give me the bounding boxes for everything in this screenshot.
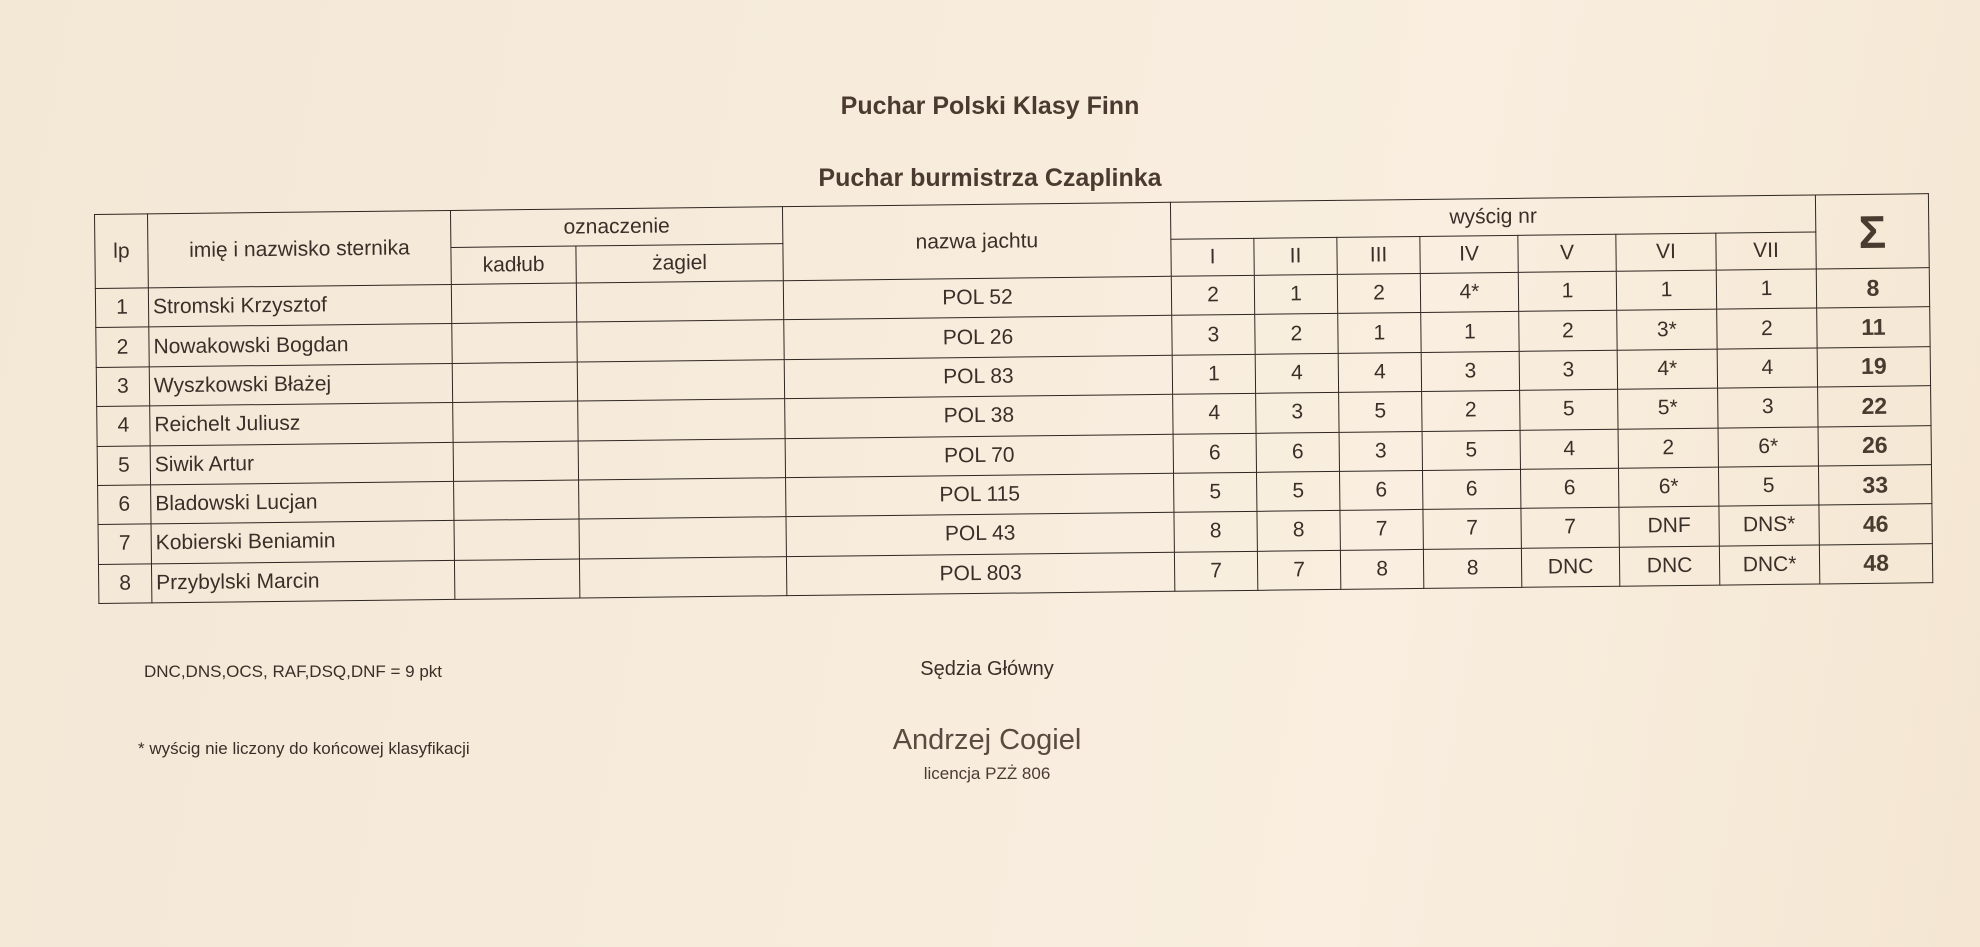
header-race-5: V xyxy=(1518,234,1616,272)
row-race-7: 2 xyxy=(1717,308,1817,349)
row-zagiel xyxy=(576,281,783,323)
row-yacht: POL 803 xyxy=(786,552,1174,596)
judge-name: Andrzej Cogiel xyxy=(892,724,1082,756)
row-race-7: 1 xyxy=(1716,269,1816,310)
header-race-1: I xyxy=(1171,238,1254,276)
header-lp: lp xyxy=(95,214,149,289)
row-race-1: 3 xyxy=(1172,315,1255,355)
row-race-3: 6 xyxy=(1339,470,1422,510)
row-zagiel xyxy=(579,556,786,598)
header-race-6: VI xyxy=(1616,233,1716,271)
row-zagiel xyxy=(578,438,785,480)
row-lp: 3 xyxy=(96,367,149,407)
row-race-7: 6* xyxy=(1718,426,1818,467)
row-zagiel xyxy=(577,359,784,401)
row-zagiel xyxy=(577,320,784,362)
row-name: Wyszkowski Błażej xyxy=(149,363,452,406)
row-zagiel xyxy=(578,399,785,441)
header-kadlub: kadłub xyxy=(451,246,576,284)
row-race-2: 1 xyxy=(1254,274,1337,314)
row-race-4: 5 xyxy=(1422,430,1520,470)
row-race-4: 8 xyxy=(1423,548,1521,588)
row-race-4: 2 xyxy=(1422,390,1520,430)
row-lp: 7 xyxy=(98,524,151,564)
row-race-1: 5 xyxy=(1174,472,1257,512)
row-sum: 26 xyxy=(1818,425,1931,466)
row-race-3: 3 xyxy=(1339,431,1422,471)
row-race-1: 8 xyxy=(1174,512,1257,552)
row-race-5: 3 xyxy=(1519,350,1617,390)
row-kadlub xyxy=(454,559,579,600)
row-race-2: 2 xyxy=(1255,314,1338,354)
row-name: Nowakowski Bogdan xyxy=(149,324,452,367)
row-name: Stromski Krzysztof xyxy=(148,284,451,327)
row-yacht: POL 115 xyxy=(786,473,1174,517)
row-race-5: 1 xyxy=(1518,271,1616,311)
scoring-note: DNC,DNS,OCS, RAF,DSQ,DNF = 9 pkt xyxy=(144,662,443,681)
row-name: Siwik Artur xyxy=(150,442,453,485)
results-table xyxy=(94,193,1933,604)
row-yacht: POL 38 xyxy=(785,394,1173,438)
row-race-1: 1 xyxy=(1172,354,1255,394)
row-race-3: 2 xyxy=(1337,273,1420,313)
row-race-7: 3 xyxy=(1718,387,1818,428)
row-race-5: DNC xyxy=(1521,547,1619,587)
row-zagiel xyxy=(579,478,786,520)
judge-label: Sędzia Główny xyxy=(920,658,1054,680)
row-race-2: 6 xyxy=(1256,432,1339,472)
row-race-7: 4 xyxy=(1717,348,1817,389)
row-race-5: 4 xyxy=(1520,429,1618,469)
row-race-7: DNS* xyxy=(1719,505,1819,546)
row-race-1: 2 xyxy=(1171,275,1254,315)
document-title: Puchar Polski Klasy Finn xyxy=(840,92,1140,120)
row-name: Kobierski Beniamin xyxy=(151,521,454,564)
row-race-3: 5 xyxy=(1339,392,1422,432)
row-race-6: 6* xyxy=(1618,467,1718,508)
row-race-6: DNF xyxy=(1619,506,1719,547)
row-lp: 4 xyxy=(97,406,150,446)
row-kadlub xyxy=(454,519,579,560)
row-race-5: 5 xyxy=(1520,389,1618,429)
row-race-6: DNC xyxy=(1619,546,1719,587)
row-sum: 8 xyxy=(1816,268,1929,309)
row-kadlub xyxy=(453,401,578,442)
header-race-2: II xyxy=(1254,237,1337,275)
row-race-3: 8 xyxy=(1340,549,1423,589)
row-race-1: 6 xyxy=(1173,433,1256,473)
row-kadlub xyxy=(451,283,576,324)
row-race-5: 7 xyxy=(1521,507,1619,547)
row-race-6: 3* xyxy=(1617,309,1717,350)
row-race-1: 4 xyxy=(1173,393,1256,433)
row-race-4: 3 xyxy=(1421,351,1519,391)
row-sum: 22 xyxy=(1818,386,1931,427)
header-sum: Σ xyxy=(1815,194,1929,269)
row-race-3: 4 xyxy=(1338,352,1421,392)
row-lp: 8 xyxy=(98,563,151,603)
row-race-4: 1 xyxy=(1421,312,1519,352)
judge-license: licencja PZŻ 806 xyxy=(923,764,1051,783)
row-lp: 5 xyxy=(97,445,150,485)
row-name: Bladowski Lucjan xyxy=(151,481,454,524)
row-kadlub xyxy=(453,441,578,482)
header-zagiel: żagiel xyxy=(576,244,783,283)
row-race-4: 7 xyxy=(1423,509,1521,549)
row-lp: 2 xyxy=(96,327,149,367)
row-race-5: 2 xyxy=(1519,311,1617,351)
row-race-4: 6 xyxy=(1422,469,1520,509)
row-name: Przybylski Marcin xyxy=(151,560,454,603)
row-yacht: POL 52 xyxy=(783,276,1171,320)
header-race-3: III xyxy=(1337,236,1420,274)
row-race-2: 7 xyxy=(1257,550,1340,590)
row-sum: 48 xyxy=(1819,543,1932,584)
row-race-4: 4* xyxy=(1420,272,1518,312)
header-yacht: nazwa jachtu xyxy=(782,202,1171,280)
row-race-6: 5* xyxy=(1618,388,1718,429)
row-race-6: 4* xyxy=(1617,349,1717,390)
row-kadlub xyxy=(454,480,579,521)
row-race-6: 2 xyxy=(1618,428,1718,469)
header-race: wyścig nr xyxy=(1170,195,1815,239)
header-race-4: IV xyxy=(1420,235,1518,273)
row-race-1: 7 xyxy=(1174,551,1257,591)
row-race-3: 7 xyxy=(1340,510,1423,550)
row-race-2: 3 xyxy=(1256,393,1339,433)
results-body xyxy=(95,268,1933,604)
row-yacht: POL 83 xyxy=(784,355,1172,399)
header-oznaczenie: oznaczenie xyxy=(450,207,782,248)
row-sum: 11 xyxy=(1817,307,1930,348)
row-race-2: 4 xyxy=(1255,353,1338,393)
row-yacht: POL 26 xyxy=(784,316,1172,360)
row-yacht: POL 43 xyxy=(786,513,1174,557)
row-sum: 33 xyxy=(1819,465,1932,506)
row-race-2: 8 xyxy=(1257,511,1340,551)
row-kadlub xyxy=(452,362,577,403)
document-subtitle: Puchar burmistrza Czaplinka xyxy=(818,164,1162,192)
row-name: Reichelt Juliusz xyxy=(150,403,453,446)
row-kadlub xyxy=(452,322,577,363)
footnote: * wyścig nie liczony do końcowej klasyfikacji xyxy=(138,739,470,758)
row-zagiel xyxy=(579,517,786,559)
row-race-6: 1 xyxy=(1616,270,1716,311)
row-race-3: 1 xyxy=(1338,313,1421,353)
row-yacht: POL 70 xyxy=(785,434,1173,478)
header-name: imię i nazwisko sternika xyxy=(148,210,452,287)
header-race-7: VII xyxy=(1716,232,1816,270)
row-race-2: 5 xyxy=(1257,471,1340,511)
row-race-5: 6 xyxy=(1520,468,1618,508)
row-sum: 19 xyxy=(1817,346,1930,387)
row-race-7: 5 xyxy=(1718,466,1818,507)
row-race-7: DNC* xyxy=(1719,545,1819,586)
row-lp: 1 xyxy=(95,288,148,328)
row-lp: 6 xyxy=(98,485,151,525)
row-sum: 46 xyxy=(1819,504,1932,545)
